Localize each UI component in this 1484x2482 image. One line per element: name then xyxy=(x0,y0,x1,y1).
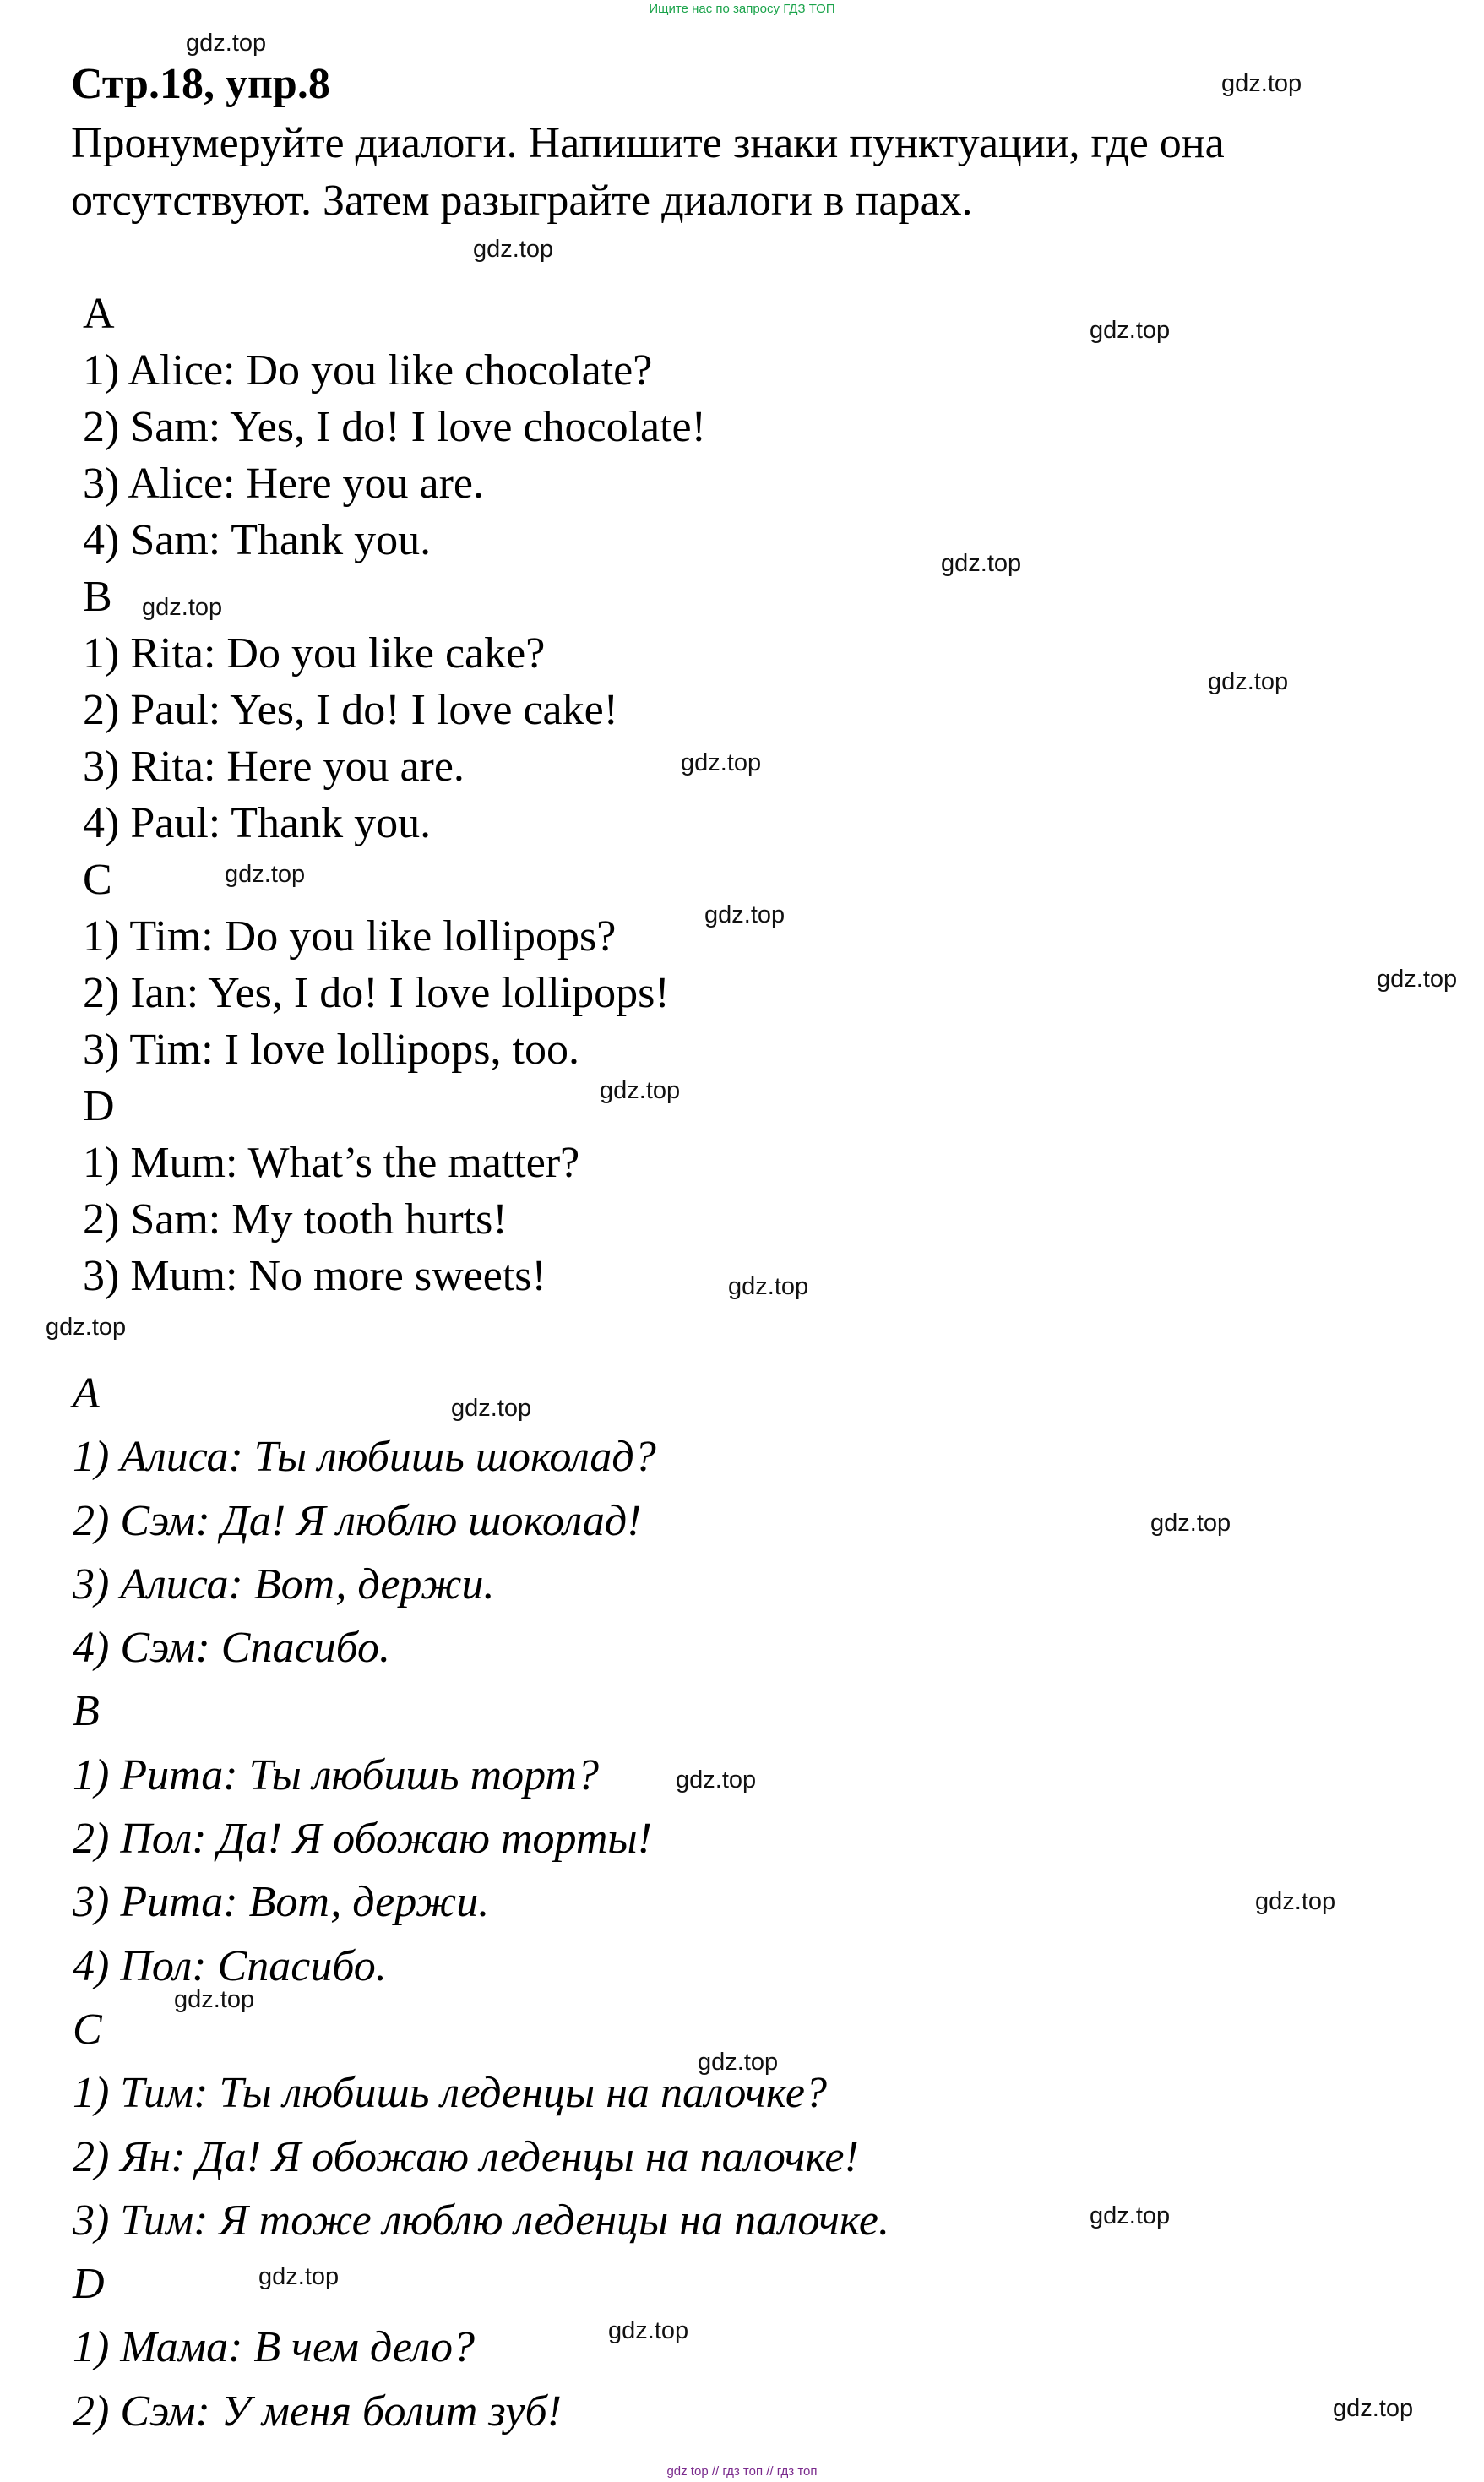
watermark: gdz.top xyxy=(451,1395,532,1422)
watermark: gdz.top xyxy=(1333,2395,1414,2422)
top-banner: Ищите нас по запросу ГДЗ ТОП xyxy=(649,2,835,16)
dialogue-line: 2) Sam: Yes, I do! I love chocolate! xyxy=(83,403,706,451)
watermark: gdz.top xyxy=(1208,668,1289,695)
watermark: gdz.top xyxy=(1221,70,1302,97)
dialogue-line: 1) Rita: Do you like cake? xyxy=(83,629,546,678)
watermark: gdz.top xyxy=(1377,966,1458,993)
watermark: gdz.top xyxy=(608,2317,689,2344)
watermark: gdz.top xyxy=(258,2263,340,2290)
russian-translation xyxy=(73,1362,889,2443)
watermark: gdz.top xyxy=(186,30,267,57)
translation-line: 1) Алиса: Ты любишь шоколад? xyxy=(73,1433,656,1482)
dialogue-line: 3) Mum: No more sweets! xyxy=(83,1252,546,1300)
watermark: gdz.top xyxy=(698,2049,779,2076)
dialogue-line: 1) Alice: Do you like chocolate? xyxy=(83,346,653,395)
translation-line: 2) Пол: Да! Я обожаю торты! xyxy=(73,1815,652,1864)
dialogue-label: C xyxy=(83,856,112,904)
dialogue-line: 4) Sam: Thank you. xyxy=(83,516,432,564)
watermark: gdz.top xyxy=(728,1273,809,1300)
dialogue-label: A xyxy=(83,290,115,338)
watermark: gdz.top xyxy=(174,1986,255,2013)
translation-line: 2) Сэм: У меня болит зуб! xyxy=(73,2387,562,2436)
translation-label: B xyxy=(73,1687,100,1736)
dialogue-line: 1) Tim: Do you like lollipops? xyxy=(83,912,617,961)
watermark: gdz.top xyxy=(1150,1510,1231,1537)
dialogue-line: 1) Mum: What’s the matter? xyxy=(83,1139,580,1187)
translation-line: 2) Ян: Да! Я обожаю леденцы на палочке! xyxy=(73,2132,859,2181)
translation-line: 3) Алиса: Вот, держи. xyxy=(73,1559,495,1608)
dialogue-line: 4) Paul: Thank you. xyxy=(83,799,432,847)
watermark: gdz.top xyxy=(600,1077,681,1104)
translation-label: A xyxy=(73,1369,100,1418)
dialogue-line: 2) Sam: My tooth hurts! xyxy=(83,1195,508,1244)
dialogue-label: B xyxy=(83,573,112,621)
translation-label: D xyxy=(73,2260,105,2309)
watermark: gdz.top xyxy=(46,1314,127,1341)
translation-line: 3) Тим: Я тоже люблю леденцы на палочке. xyxy=(73,2196,890,2245)
watermark: gdz.top xyxy=(941,550,1022,577)
translation-line: 4) Пол: Спасибо. xyxy=(73,1941,387,1990)
watermark: gdz.top xyxy=(676,1766,757,1793)
footer: gdz top // гдз топ // гдз топ xyxy=(666,2464,818,2479)
dialogue-line: 2) Ian: Yes, I do! I love lollipops! xyxy=(83,969,670,1017)
watermark: gdz.top xyxy=(1255,1888,1336,1915)
english-dialogues xyxy=(83,286,706,1304)
watermark: gdz.top xyxy=(1090,2202,1171,2229)
dialogue-line: 2) Paul: Yes, I do! I love cake! xyxy=(83,686,618,734)
page-title: Стр.18, упр.8 xyxy=(71,60,330,108)
watermark: gdz.top xyxy=(473,236,554,263)
watermark: gdz.top xyxy=(225,861,306,888)
translation-label: C xyxy=(73,2005,102,2054)
watermark: gdz.top xyxy=(704,901,785,928)
translation-line: 1) Тим: Ты любишь леденцы на палочке? xyxy=(73,2069,827,2118)
translation-line: 1) Мама: В чем дело? xyxy=(73,2323,475,2372)
exercise-instruction: Пронумеруйте диалоги. Напишите знаки пунктуации, где она отсутствуют. Затем разыграйте диалоги в парах. xyxy=(71,119,1225,225)
watermark: gdz.top xyxy=(142,594,223,621)
watermark: gdz.top xyxy=(681,749,762,776)
translation-line: 2) Сэм: Да! Я люблю шоколад! xyxy=(73,1496,642,1545)
dialogue-line: 3) Alice: Here you are. xyxy=(83,460,485,508)
dialogue-line: 3) Tim: I love lollipops, too. xyxy=(83,1026,579,1074)
watermark: gdz.top xyxy=(1090,317,1171,344)
dialogue-line: 3) Rita: Here you are. xyxy=(83,743,465,791)
translation-line: 4) Сэм: Спасибо. xyxy=(73,1624,391,1673)
translation-line: 3) Рита: Вот, держи. xyxy=(73,1878,490,1927)
dialogue-label: D xyxy=(83,1082,115,1130)
translation-line: 1) Рита: Ты любишь торт? xyxy=(73,1750,599,1799)
